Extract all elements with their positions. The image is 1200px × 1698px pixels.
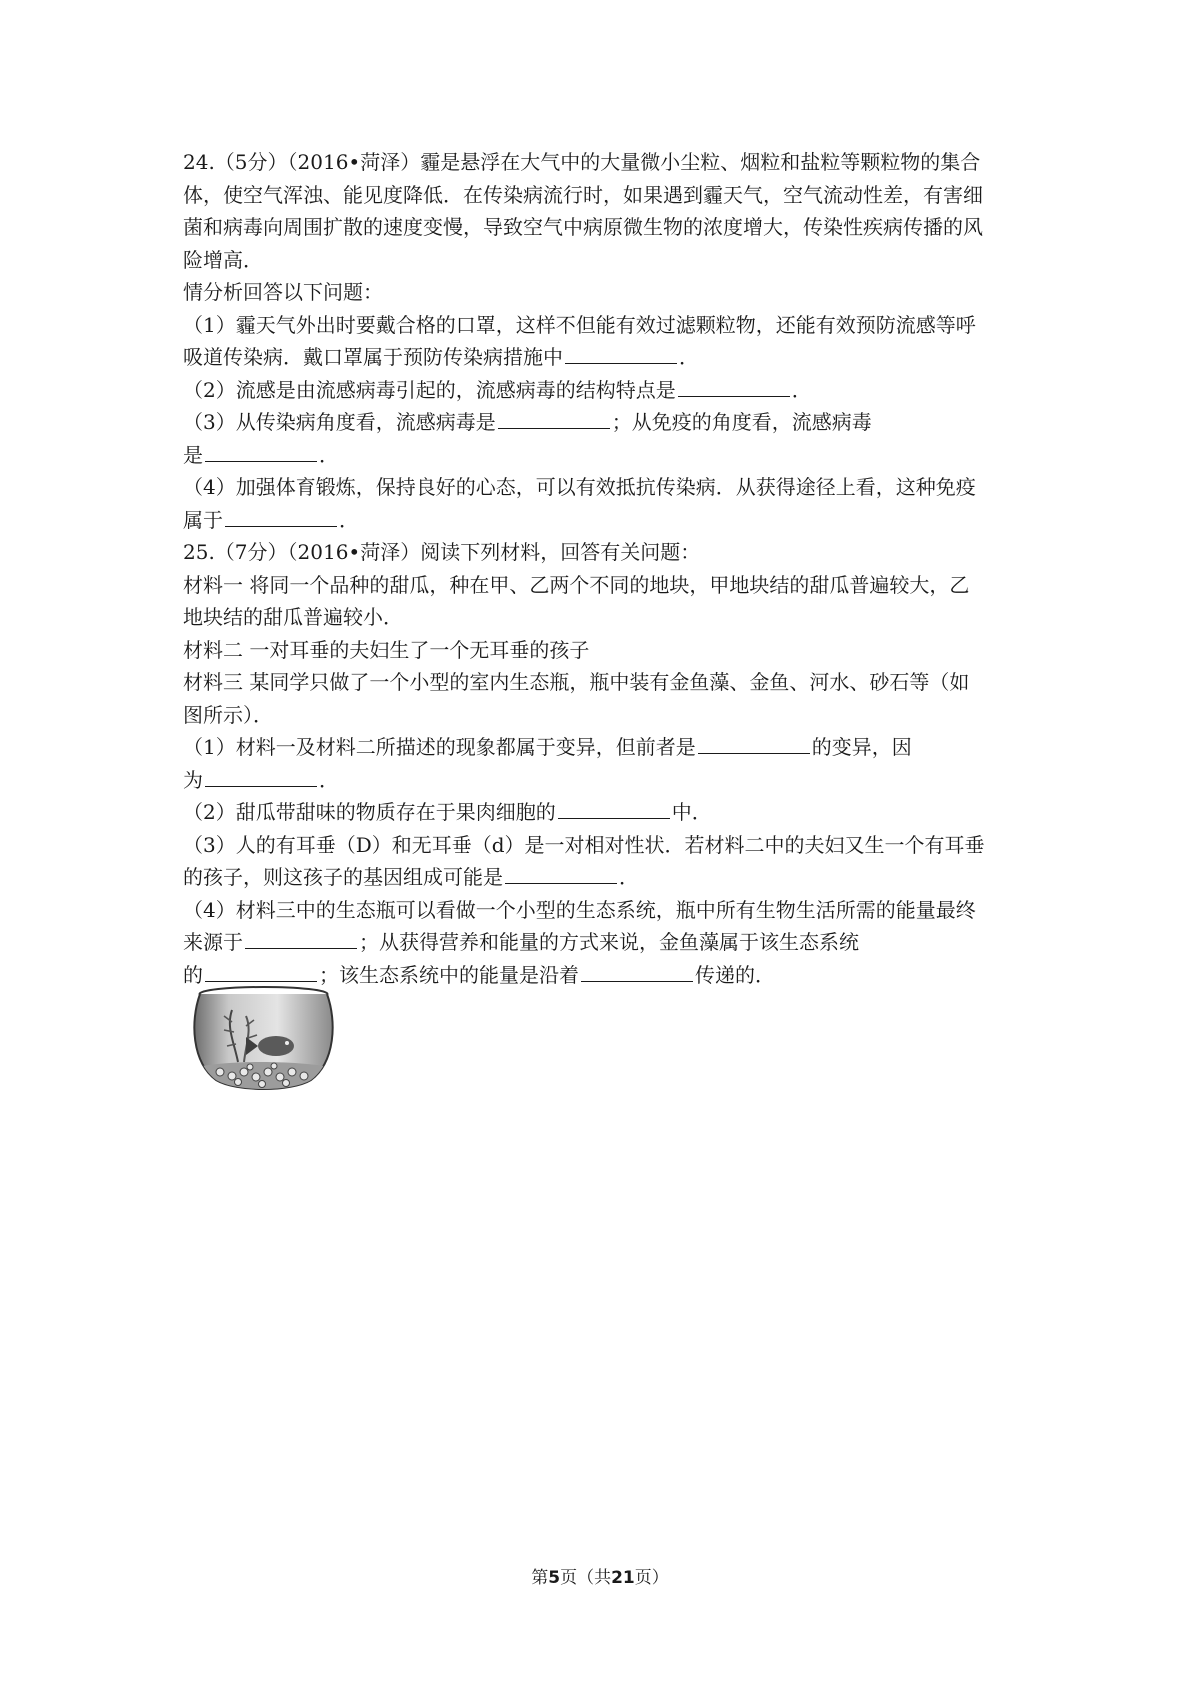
answer-blank[interactable] [678, 374, 790, 397]
q25-part1-text-3: 为 [183, 767, 203, 792]
q24-part3-line1 [183, 406, 1023, 439]
period: ． [619, 865, 639, 889]
q25-part4-text: 来源于 [183, 930, 243, 954]
current-page: 5 [548, 1568, 561, 1588]
period: ． [339, 507, 359, 532]
q25-part4-text-2: ；从获得营养和能量的方式来说，金鱼藻属于该生态系统 [359, 930, 859, 954]
footer-text: 第 [531, 1568, 549, 1588]
answer-blank[interactable] [581, 959, 693, 982]
total-pages: 21 [611, 1568, 635, 1588]
goldfish-eye [285, 1041, 289, 1045]
answer-blank[interactable] [698, 731, 810, 754]
q25-part3-line1: （3）人的有耳垂（D）和无耳垂（d）是一对相对性状．若材料二中的夫妇又生一个有耳垂 [183, 832, 985, 857]
q25-part1-line2 [183, 764, 1023, 797]
period: ． [319, 767, 339, 792]
q24-line-1: 24.（5分）（2016•菏泽）霾是悬浮在大气中的大量微小尘粒、烟粒和盐粒等颗粒物的集合 [183, 150, 981, 174]
q25-part2 [183, 796, 1023, 829]
q25-part4-line2 [183, 926, 1023, 959]
q24-part4-text: 属于 [183, 507, 223, 532]
q24-part4-line2 [183, 504, 1023, 537]
answer-blank[interactable] [558, 796, 670, 819]
q24-part1-line2 [183, 341, 1023, 374]
answer-blank[interactable] [505, 861, 617, 884]
q24-line-3: 菌和病毒向周围扩散的速度变慢，导致空气中病原微生物的浓度增大，传染性疾病传播的风 [183, 215, 983, 239]
q24-line-5: 情分析回答以下问题： [183, 280, 383, 304]
goldfish [258, 1036, 294, 1056]
q24-part3-text-2: ；从免疫的角度看，流感病毒 [611, 410, 872, 434]
q24-part3-line2 [183, 439, 1023, 472]
q24-part3-text-3: 是 [183, 442, 203, 467]
answer-blank[interactable] [565, 341, 677, 364]
q25-material1-line2: 地块结的甜瓜普遍较小． [183, 605, 403, 629]
question-content [183, 146, 1023, 991]
q25-part3-text: 的孩子，则这孩子的基因组成可能是 [183, 865, 503, 889]
fishbowl-illustration [186, 982, 341, 1102]
answer-blank[interactable] [225, 504, 337, 527]
answer-blank[interactable] [498, 406, 610, 429]
q24-part3-text: （3）从传染病角度看，流感病毒是 [183, 410, 496, 434]
eco-bottle-figure [186, 982, 341, 1102]
q24-part2-text: （2）流感是由流感病毒引起的，流感病毒的结构特点是 [183, 377, 676, 402]
q25-material1-line1: 材料一 将同一个品种的甜瓜，种在甲、乙两个不同的地块，甲地块结的甜瓜普遍较大，乙 [183, 572, 970, 597]
q24-part2 [183, 374, 1023, 407]
q25-part1-text: （1）材料一及材料二所描述的现象都属于变异，但前者是 [183, 735, 696, 759]
q25-material3-line1: 材料三 某同学只做了一个小型的室内生态瓶，瓶中装有金鱼藻、金鱼、河水、砂石等（如 [183, 670, 970, 694]
q25-part4-text-3: 的 [183, 962, 203, 987]
q25-part1-line1 [183, 731, 1023, 764]
q25-part4-text-4: ；该生态系统中的能量是沿着 [319, 962, 579, 987]
period: ． [791, 377, 812, 402]
q24-part4-line1: （4）加强体育锻炼，保持良好的心态，可以有效抵抗传染病．从获得途径上看，这种免疫 [183, 475, 976, 499]
q24-part1-line1: （1）霾天气外出时要戴合格的口罩，这样不但能有效过滤颗粒物，还能有效预防流感等呼 [183, 312, 976, 337]
q25-part4-text-5: 传递的． [695, 962, 775, 987]
q24-line-4: 险增高． [183, 247, 263, 272]
footer-text: 页（共 [560, 1568, 612, 1588]
q24-line-2: 体，使空气浑浊、能见度降低．在传染病流行时，如果遇到霾天气，空气流动性差，有害细 [183, 182, 983, 207]
answer-blank[interactable] [205, 959, 317, 982]
answer-blank[interactable] [205, 439, 317, 462]
q24-part1-text: 吸道传染病．戴口罩属于预防传染病措施中 [183, 345, 563, 369]
q25-part1-text-2: 的变异，因 [811, 735, 912, 759]
footer-text: 页） [634, 1568, 669, 1588]
answer-blank[interactable] [205, 764, 317, 787]
period: ． [319, 442, 339, 467]
q25-material2: 材料二 一对耳垂的夫妇生了一个无耳垂的孩子 [183, 637, 590, 662]
q25-material3-line2: 图所示）． [183, 702, 273, 727]
q25-part2-text-2: 中． [671, 800, 712, 824]
q25-part3-line2 [183, 861, 1023, 894]
q25-part4-line1: （4）材料三中的生态瓶可以看做一个小型的生态系统，瓶中所有生物生活所需的能量最终 [183, 897, 976, 922]
period: ． [679, 345, 699, 369]
answer-blank[interactable] [245, 926, 357, 949]
page-footer [0, 1563, 1200, 1588]
q25-part2-text: （2）甜瓜带甜味的物质存在于果肉细胞的 [183, 800, 556, 824]
q25-title: 25.（7分）（2016•菏泽）阅读下列材料，回答有关问题： [183, 540, 701, 564]
